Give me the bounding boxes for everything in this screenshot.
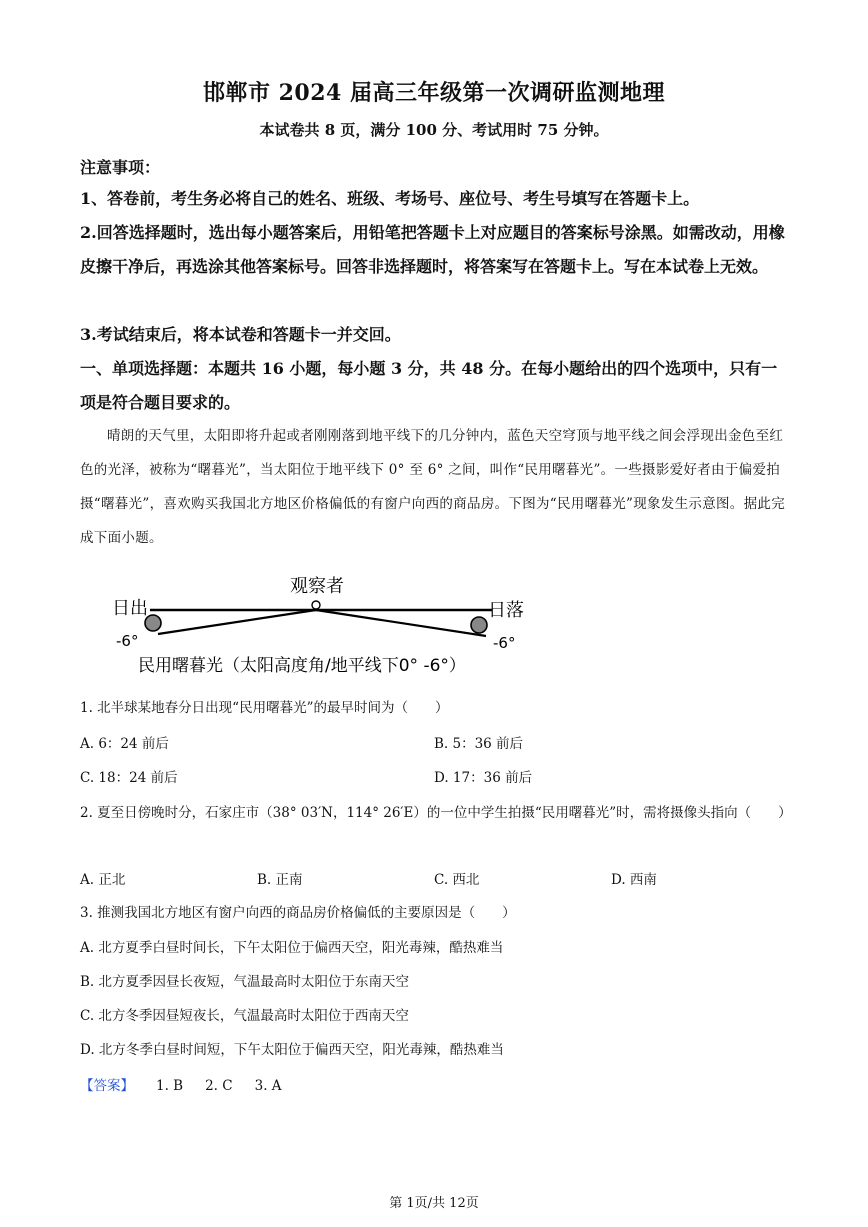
q2-option-d[interactable]: D. 西南 <box>611 872 657 888</box>
sunrise-label: 日出 <box>112 598 148 619</box>
q3-option-d[interactable]: D. 北方冬季白昼时间短，下午太阳位于偏西天空，阳光毒辣，酷热难当 <box>80 1042 504 1058</box>
angle-left-label: -6° <box>116 632 139 650</box>
q2-option-b[interactable]: B. 正南 <box>257 872 303 888</box>
answer-line <box>80 1074 282 1094</box>
sunset-label: 日落 <box>488 600 524 621</box>
notice-heading: 注意事项： <box>80 158 161 177</box>
q3-option-b[interactable]: B. 北方夏季因昼长夜短，气温最高时太阳位于东南天空 <box>80 974 410 990</box>
question-3-stem: 3. 推测我国北方地区有窗户向西的商品房价格偏低的主要原因是（ ） <box>80 905 516 921</box>
observer-point <box>312 601 320 609</box>
q1-option-a[interactable]: A. 6：24 前后 <box>80 736 169 752</box>
q3-option-a[interactable]: A. 北方夏季白昼时间长，下午太阳位于偏西天空，阳光毒辣，酷热难当 <box>80 940 504 956</box>
answer-item: 2. C <box>205 1078 233 1094</box>
notice-item-1: 1、答卷前，考生务必将自己的姓名、班级、考场号、座位号、考生号填写在答题卡上。 <box>80 189 700 208</box>
sunset-sun <box>471 617 487 633</box>
diagram-caption: 民用曙暮光（太阳高度角/地平线下0° -6°） <box>138 656 466 676</box>
section-heading: 一、单项选择题：本题共 16 小题，每小题 3 分，共 48 分。在每小题给出的四个选项中，只有一项是符合题目要求的。 <box>80 359 778 412</box>
sunrise-ray <box>158 610 316 634</box>
q2-option-a[interactable]: A. 正北 <box>80 872 126 888</box>
answer-tag: 【答案】 <box>80 1078 134 1094</box>
angle-right-label: -6° <box>493 634 516 652</box>
q1-option-b[interactable]: B. 5：36 前后 <box>434 736 524 752</box>
exam-subtitle: 本试卷共 8 页，满分 100 分、考试用时 75 分钟。 <box>259 121 609 139</box>
observer-label: 观察者 <box>290 576 344 597</box>
sunset-ray <box>316 610 486 636</box>
notice-item-3: 3.考试结束后，将本试卷和答题卡一并交回。 <box>80 325 401 344</box>
exam-title: 邯郸市 2024 届高三年级第一次调研监测地理 <box>202 80 666 106</box>
q1-option-d[interactable]: D. 17：36 前后 <box>434 770 533 786</box>
answer-item: 1. B <box>156 1078 184 1094</box>
question-2-stem: 2. 夏至日傍晚时分，石家庄市（38° 03′N，114° 26′E）的一位中学生拍摄“民用曙暮光”时，需将摄像头指向（ ） <box>80 805 792 821</box>
twilight-diagram <box>100 568 540 678</box>
q1-option-c[interactable]: C. 18：24 前后 <box>80 770 178 786</box>
q2-option-c[interactable]: C. 西北 <box>434 872 480 888</box>
q3-option-c[interactable]: C. 北方冬季因昼短夜长，气温最高时太阳位于西南天空 <box>80 1008 409 1024</box>
answer-item: 3. A <box>254 1078 282 1094</box>
page-footer: 第 1页/共 12页 <box>389 1196 479 1211</box>
question-1-stem: 1. 北半球某地春分日出现“民用曙暮光”的最早时间为（ ） <box>80 700 449 716</box>
notice-item-2: 2.回答选择题时，选出每小题答案后，用铅笔把答题卡上对应题目的答案标号涂黑。如需改动，用橡皮擦干净后，再选涂其他答案标号。回答非选择题时，将答案写在答题卡上。写在本试卷上无效。 <box>80 223 785 276</box>
reading-passage: 晴朗的天气里，太阳即将升起或者刚刚落到地平线下的几分钟内，蓝色天空穹顶与地平线之间会浮现出金色至红色的光泽，被称为“曙暮光”，当太阳位于地平线下 0° 至 6° 之间，叫作“民用曙暮光”。一些摄影爱好者由于偏爱拍摄“曙暮光”，喜欢购买我国北方地区价格偏低的有窗户向西的商品房。下图为“民用曙暮光”现象发生示意图。据此完成下面小题。 <box>80 428 786 546</box>
